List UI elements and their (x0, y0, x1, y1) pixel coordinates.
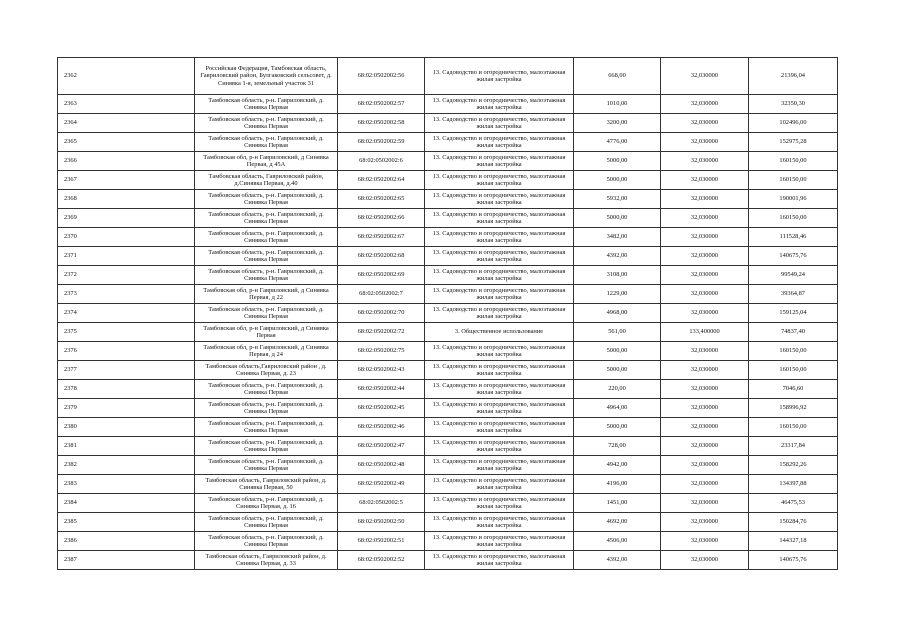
row-number: 2377 (58, 361, 195, 380)
row-number: 2383 (58, 475, 195, 494)
land-use-cell: 13. Садоводство и огородничество, малоэтажная жилая застройка (425, 494, 574, 513)
specific-value-cell: 32,030000 (661, 152, 749, 171)
area-cell: 4968,00 (574, 304, 661, 323)
cadastral-cost-cell: 160150,00 (749, 152, 838, 171)
address-cell: Тамбовская обл, р-н Гавриловский, д Синявка Первая, д 24 (195, 342, 338, 361)
land-use-cell: 13. Садоводство и огородничество, малоэтажная жилая застройка (425, 114, 574, 133)
table-row (58, 114, 838, 133)
cadastral-number-cell: 68:02:0502002:52 (338, 551, 425, 570)
address-cell: Тамбовская область, р-н. Гавриловский, д. Синявка Первая (195, 399, 338, 418)
area-cell: 5000,00 (574, 209, 661, 228)
area-cell: 4692,00 (574, 513, 661, 532)
table-row (58, 399, 838, 418)
area-cell: 220,00 (574, 380, 661, 399)
table-row (58, 58, 838, 95)
address-cell: Тамбовская обл, р-н Гавриловский, д Синявка Первая (195, 323, 338, 342)
row-number: 2384 (58, 494, 195, 513)
specific-value-cell: 32,030000 (661, 456, 749, 475)
table-row (58, 380, 838, 399)
address-cell: Тамбовская область, р-н. Гавриловский, д. Синявка Первая, д. 16 (195, 494, 338, 513)
cadastral-number-cell: 68:02:0502002:49 (338, 475, 425, 494)
land-use-cell: 13. Садоводство и огородничество, малоэтажная жилая застройка (425, 551, 574, 570)
cadastral-cost-cell: 99549,24 (749, 266, 838, 285)
table-row (58, 475, 838, 494)
land-use-cell: 13. Садоводство и огородничество, малоэтажная жилая застройка (425, 304, 574, 323)
specific-value-cell: 32,030000 (661, 266, 749, 285)
area-cell: 4392,00 (574, 551, 661, 570)
cadastral-cost-cell: 152975,28 (749, 133, 838, 152)
row-number: 2364 (58, 114, 195, 133)
cadastral-cost-cell: 158996,92 (749, 399, 838, 418)
area-cell: 5000,00 (574, 342, 661, 361)
address-cell: Тамбовская область, р-н. Гавриловский, д. Синявка Первая (195, 247, 338, 266)
specific-value-cell: 32,030000 (661, 494, 749, 513)
cadastral-cost-cell: 160150,00 (749, 171, 838, 190)
cadastral-cost-cell: 159125,04 (749, 304, 838, 323)
row-number: 2382 (58, 456, 195, 475)
cadastral-number-cell: 68:02:0502002:59 (338, 133, 425, 152)
row-number: 2379 (58, 399, 195, 418)
area-cell: 4506,00 (574, 532, 661, 551)
area-cell: 4392,00 (574, 247, 661, 266)
land-use-cell: 13. Садоводство и огородничество, малоэтажная жилая застройка (425, 513, 574, 532)
address-cell: Тамбовская область, р-н. Гавриловский, д. Синявка Первая (195, 304, 338, 323)
cadastral-cost-cell: 160150,00 (749, 361, 838, 380)
address-cell: Тамбовская область, р-н. Гавриловский, д. Синявка Первая (195, 190, 338, 209)
table-row (58, 513, 838, 532)
address-cell: Тамбовская область, р-н. Гавриловский, д. Синявка Первая (195, 418, 338, 437)
area-cell: 5000,00 (574, 361, 661, 380)
land-use-cell: 13. Садоводство и огородничество, малоэтажная жилая застройка (425, 456, 574, 475)
area-cell: 3108,00 (574, 266, 661, 285)
address-cell: Тамбовская область, р-н. Гавриловский, д. Синявка Первая (195, 456, 338, 475)
land-use-cell: 13. Садоводство и огородничество, малоэтажная жилая застройка (425, 171, 574, 190)
table-row (58, 209, 838, 228)
cadastral-number-cell: 68:02:0502002:5 (338, 494, 425, 513)
address-cell: Тамбовская область, р-н. Гавриловский, д. Синявка Первая (195, 513, 338, 532)
specific-value-cell: 32,030000 (661, 228, 749, 247)
cadastral-number-cell: 68:02:0502002:69 (338, 266, 425, 285)
table-row (58, 323, 838, 342)
land-use-cell: 13. Садоводство и огородничество, малоэтажная жилая застройка (425, 228, 574, 247)
land-use-cell: 13. Садоводство и огородничество, малоэтажная жилая застройка (425, 95, 574, 114)
address-cell: Тамбовская область, Гавриловский район, д. Синявка Первая, 50 (195, 475, 338, 494)
specific-value-cell: 32,030000 (661, 513, 749, 532)
cadastral-number-cell: 68:02:0502002:7 (338, 285, 425, 304)
address-cell: Тамбовская обл, р-н Гавриловский, д Синявка Первая, д 22 (195, 285, 338, 304)
area-cell: 5932,00 (574, 190, 661, 209)
cadastral-number-cell: 68:02:0502002:72 (338, 323, 425, 342)
specific-value-cell: 32,030000 (661, 190, 749, 209)
row-number: 2381 (58, 437, 195, 456)
area-cell: 5000,00 (574, 418, 661, 437)
table-row (58, 133, 838, 152)
area-cell: 1451,00 (574, 494, 661, 513)
cadastral-cost-cell: 160150,00 (749, 418, 838, 437)
row-number: 2375 (58, 323, 195, 342)
cadastral-cost-cell: 21396,04 (749, 58, 838, 95)
row-number: 2386 (58, 532, 195, 551)
cadastral-number-cell: 68:02:0502002:6 (338, 152, 425, 171)
land-use-cell: 13. Садоводство и огородничество, малоэтажная жилая застройка (425, 247, 574, 266)
land-use-cell: 13. Садоводство и огородничество, малоэтажная жилая застройка (425, 418, 574, 437)
cadastral-number-cell: 68:02:0502002:68 (338, 247, 425, 266)
land-use-cell: 13. Садоводство и огородничество, малоэтажная жилая застройка (425, 342, 574, 361)
specific-value-cell: 32,030000 (661, 399, 749, 418)
cadastral-number-cell: 68:02:0502002:51 (338, 532, 425, 551)
table-row (58, 228, 838, 247)
specific-value-cell: 32,030000 (661, 95, 749, 114)
row-number: 2387 (58, 551, 195, 570)
area-cell: 668,00 (574, 58, 661, 95)
cadastral-cost-cell: 144327,18 (749, 532, 838, 551)
specific-value-cell: 32,030000 (661, 437, 749, 456)
cadastral-number-cell: 68:02:0502002:67 (338, 228, 425, 247)
address-cell: Тамбовская область, р-н. Гавриловский, д. Синявка Первая (195, 380, 338, 399)
address-cell: Тамбовская область,Гавриловский район , д. Синявка Первая, д. 23 (195, 361, 338, 380)
land-use-cell: 13. Садоводство и огородничество, малоэтажная жилая застройка (425, 133, 574, 152)
cadastral-cost-cell: 158292,26 (749, 456, 838, 475)
address-cell: Тамбовская обл, р-н Гавриловский, д Синявка Первая, д 45А (195, 152, 338, 171)
row-number: 2376 (58, 342, 195, 361)
cadastral-number-cell: 68:02:0502002:48 (338, 456, 425, 475)
area-cell: 5000,00 (574, 171, 661, 190)
specific-value-cell: 32,030000 (661, 380, 749, 399)
address-cell: Тамбовская область, Гавриловский район, д.Синявка Первая, д.40 (195, 171, 338, 190)
cadastral-cost-cell: 39364,87 (749, 285, 838, 304)
table-row (58, 247, 838, 266)
table-row (58, 95, 838, 114)
table-row (58, 285, 838, 304)
address-cell: Тамбовская область, р-н. Гавриловский, д. Синявка Первая (195, 114, 338, 133)
cadastral-cost-cell: 32350,30 (749, 95, 838, 114)
row-number: 2365 (58, 133, 195, 152)
specific-value-cell: 32,030000 (661, 171, 749, 190)
area-cell: 4776,00 (574, 133, 661, 152)
address-cell: Тамбовская область, р-н. Гавриловский, д. Синявка Первая (195, 209, 338, 228)
land-use-cell: 13. Садоводство и огородничество, малоэтажная жилая застройка (425, 190, 574, 209)
land-use-cell: 13. Садоводство и огородничество, малоэтажная жилая застройка (425, 285, 574, 304)
cadastral-number-cell: 68:02:0502002:64 (338, 171, 425, 190)
cadastral-cost-cell: 23317,84 (749, 437, 838, 456)
row-number: 2385 (58, 513, 195, 532)
specific-value-cell: 32,030000 (661, 304, 749, 323)
address-cell: Тамбовская область, р-н. Гавриловский, д. Синявка Первая (195, 228, 338, 247)
cadastral-number-cell: 68:02:0502002:75 (338, 342, 425, 361)
area-cell: 4964,00 (574, 399, 661, 418)
cadastral-cost-cell: 102496,00 (749, 114, 838, 133)
cadastral-cost-cell: 150284,76 (749, 513, 838, 532)
cadastral-number-cell: 68:02:0502002:56 (338, 58, 425, 95)
address-cell: Российская Федерация, Тамбовская область, Гавриловский район, Булгаковский сельсовет, д. Синявка 1-я, земельный участок 31 (195, 58, 338, 95)
row-number: 2374 (58, 304, 195, 323)
cadastral-cost-cell: 140675,76 (749, 247, 838, 266)
row-number: 2373 (58, 285, 195, 304)
cadastral-cost-cell: 160150,00 (749, 209, 838, 228)
row-number: 2372 (58, 266, 195, 285)
cadastral-cost-cell: 134397,88 (749, 475, 838, 494)
address-cell: Тамбовская область, р-н. Гавриловский, д. Синявка Первая (195, 532, 338, 551)
cadastral-number-cell: 68:02:0502002:46 (338, 418, 425, 437)
specific-value-cell: 32,030000 (661, 342, 749, 361)
address-cell: Тамбовская область, Гавриловский район, д. Синявка Первая, д. 33 (195, 551, 338, 570)
land-use-cell: 13. Садоводство и огородничество, малоэтажная жилая застройка (425, 152, 574, 171)
cadastral-number-cell: 68:02:0502002:44 (338, 380, 425, 399)
area-cell: 3200,00 (574, 114, 661, 133)
specific-value-cell: 32,030000 (661, 114, 749, 133)
land-use-cell: 13. Садоводство и огородничество, малоэтажная жилая застройка (425, 361, 574, 380)
table-row (58, 266, 838, 285)
row-number: 2369 (58, 209, 195, 228)
cadastral-number-cell: 68:02:0502002:57 (338, 95, 425, 114)
cadastral-number-cell: 68:02:0502002:45 (338, 399, 425, 418)
specific-value-cell: 32,030000 (661, 58, 749, 95)
row-number: 2370 (58, 228, 195, 247)
table-row (58, 342, 838, 361)
land-use-cell: 13. Садоводство и огородничество, малоэтажная жилая застройка (425, 532, 574, 551)
area-cell: 5000,00 (574, 152, 661, 171)
table-row (58, 532, 838, 551)
land-use-cell: 13. Садоводство и огородничество, малоэтажная жилая застройка (425, 266, 574, 285)
row-number: 2362 (58, 58, 195, 95)
land-use-cell: 13. Садоводство и огородничество, малоэтажная жилая застройка (425, 209, 574, 228)
cadastral-number-cell: 68:02:0502002:70 (338, 304, 425, 323)
specific-value-cell: 32,030000 (661, 551, 749, 570)
cadastral-cost-cell: 190001,96 (749, 190, 838, 209)
row-number: 2366 (58, 152, 195, 171)
cadastral-cost-cell: 74837,40 (749, 323, 838, 342)
cadastral-number-cell: 68:02:0502002:65 (338, 190, 425, 209)
specific-value-cell: 32,030000 (661, 209, 749, 228)
table-body (58, 58, 838, 570)
cadastral-cost-cell: 140675,76 (749, 551, 838, 570)
address-cell: Тамбовская область, р-н. Гавриловский, д. Синявка Первая (195, 437, 338, 456)
specific-value-cell: 32,030000 (661, 475, 749, 494)
cadastral-number-cell: 68:02:0502002:50 (338, 513, 425, 532)
land-use-cell: 13. Садоводство и огородничество, малоэтажная жилая застройка (425, 399, 574, 418)
cadastral-number-cell: 68:02:0502002:43 (338, 361, 425, 380)
row-number: 2378 (58, 380, 195, 399)
row-number: 2367 (58, 171, 195, 190)
cadastral-value-table (57, 57, 838, 570)
land-use-cell: 13. Садоводство и огородничество, малоэтажная жилая застройка (425, 380, 574, 399)
area-cell: 561,00 (574, 323, 661, 342)
cadastral-number-cell: 68:02:0502002:47 (338, 437, 425, 456)
area-cell: 3482,00 (574, 228, 661, 247)
area-cell: 1010,00 (574, 95, 661, 114)
cadastral-cost-cell: 160150,00 (749, 342, 838, 361)
table-row (58, 494, 838, 513)
specific-value-cell: 32,030000 (661, 361, 749, 380)
land-use-cell: 13. Садоводство и огородничество, малоэтажная жилая застройка (425, 58, 574, 95)
address-cell: Тамбовская область, р-н. Гавриловский, д. Синявка Первая (195, 133, 338, 152)
specific-value-cell: 32,030000 (661, 247, 749, 266)
cadastral-cost-cell: 46475,53 (749, 494, 838, 513)
table-row (58, 190, 838, 209)
specific-value-cell: 32,030000 (661, 133, 749, 152)
table-row (58, 437, 838, 456)
table-row (58, 171, 838, 190)
row-number: 2371 (58, 247, 195, 266)
specific-value-cell: 32,030000 (661, 418, 749, 437)
row-number: 2380 (58, 418, 195, 437)
area-cell: 4942,00 (574, 456, 661, 475)
cadastral-number-cell: 68:02:0502002:58 (338, 114, 425, 133)
specific-value-cell: 133,400000 (661, 323, 749, 342)
table-row (58, 304, 838, 323)
land-use-cell: 3. Общественное использование (425, 323, 574, 342)
area-cell: 1229,00 (574, 285, 661, 304)
table-row (58, 418, 838, 437)
row-number: 2368 (58, 190, 195, 209)
address-cell: Тамбовская область, р-н. Гавриловский, д. Синявка Первая (195, 95, 338, 114)
table-row (58, 361, 838, 380)
specific-value-cell: 32,030000 (661, 532, 749, 551)
table-row (58, 456, 838, 475)
area-cell: 728,00 (574, 437, 661, 456)
land-use-cell: 13. Садоводство и огородничество, малоэтажная жилая застройка (425, 475, 574, 494)
cadastral-cost-cell: 111528,46 (749, 228, 838, 247)
table-row (58, 152, 838, 171)
cadastral-cost-cell: 7046,60 (749, 380, 838, 399)
land-use-cell: 13. Садоводство и огородничество, малоэтажная жилая застройка (425, 437, 574, 456)
area-cell: 4196,00 (574, 475, 661, 494)
specific-value-cell: 32,030000 (661, 285, 749, 304)
address-cell: Тамбовская область, р-н. Гавриловский, д. Синявка Первая (195, 266, 338, 285)
table-row (58, 551, 838, 570)
row-number: 2363 (58, 95, 195, 114)
cadastral-number-cell: 68:02:0502002:66 (338, 209, 425, 228)
